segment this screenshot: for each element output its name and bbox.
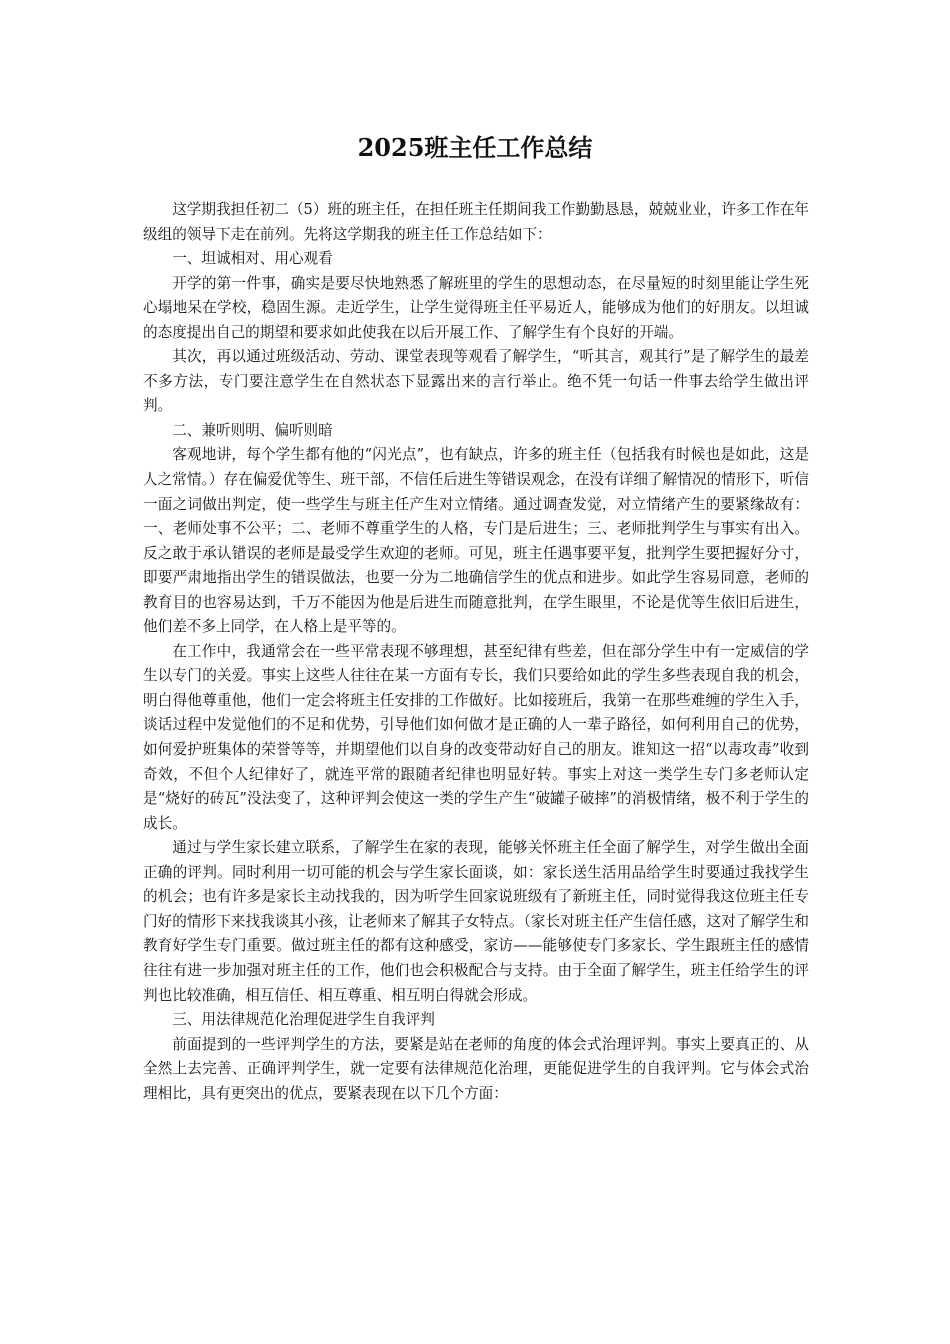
- paragraph: 前面提到的一些评判学生的方法，要紧是站在老师的角度的体会式治理评判。事实上要真正的、从全然上去完善、正确评判学生，就一定要有法律规范化治理，更能促进学生的自我评判。它与体会式治理相比，具有更突出的优点，要紧表现在以下几个方面：: [143, 1035, 809, 1102]
- paragraph: 其次，再以通过班级活动、劳动、课堂表现等观看了解学生，“听其言，观其行”是了解学生的最差不多方法，专门要注意学生在自然状态下显露出来的言行举止。绝不凭一句话一件事去给学生做出评判。: [143, 348, 809, 415]
- paragraph: 客观地讲，每个学生都有他的“闪光点”，也有缺点，许多的班主任（包括我有时候也是如此，这是人之常情。）存在偏爱优等生、班干部，不信任后进生等错误观念，在没有详细了解情况的情形下，听信一面之词做出判定，使一些学生与班主任产生对立情绪。通过调查发觉，对立情绪产生的要紧缘故有：一、老师处事不公平；二、老师不尊重学生的人格，专门是后进生；三、老师批判学生与事实有出入。反之敢于承认错误的老师是最受学生欢迎的老师。可见，班主任遇事要平复，批判学生要把握好分寸，即要严肃地指出学生的错误做法，也要一分为二地确信学生的优点和进步。如此学生容易同意，老师的教育目的也容易达到，千万不能因为他是后进生而随意批判，在学生眼里，不论是优等生依旧后进生，他们差不多上同学，在人格上是平等的。: [143, 446, 809, 636]
- section-heading: 三、用法律规范化治理促进学生自我评判: [172, 1011, 435, 1029]
- document-title: 2025班主任工作总结: [357, 133, 593, 162]
- paragraph: 开学的第一件事，确实是要尽快地熟悉了解班里的学生的思想动态，在尽量短的时刻里能让学生死心塌地呆在学校，稳固生源。走近学生，让学生觉得班主任平易近人，能够成为他们的好朋友。以坦诚的态度提出自己的期望和要求如此使我在以后开展工作、了解学生有个良好的开端。: [143, 274, 809, 341]
- document-body: [143, 198, 809, 1106]
- section-heading: 二、兼听则明、偏听则暗: [172, 421, 333, 439]
- paragraph: 在工作中，我通常会在一些平常表现不够理想，甚至纪律有些差，但在部分学生中有一定威信的学生以专门的关爱。事实上这些人往往在某一方面有专长，我们只要给如此的学生多些表现自我的机会，明白得他尊重他，他们一定会将班主任安排的工作做好。比如接班后，我第一在那些难缠的学生入手，谈话过程中发觉他们的不足和优势，引导他们如何做才是正确的人一辈子路径，如何利用自己的优势，如何爱护班集体的荣誉等等，并期望他们以自身的改变带动好自己的朋友。谁知这一招“以毒攻毒”收到奇效，不但个人纪律好了，就连平常的跟随者纪律也明显好转。事实上对这一类学生专门多老师认定是“烧好的砖瓦”没法变了，这种评判会使这一类的学生产生“破罐子破摔”的消极情绪，极不利于学生的成长。: [143, 642, 809, 832]
- paragraph: 通过与学生家长建立联系，了解学生在家的表现，能够关怀班主任全面了解学生，对学生做出全面正确的评判。同时利用一切可能的机会与学生家长面谈，如：家长送生活用品给学生时要通过我找学生的机会；也有许多是家长主动找我的，因为听学生回家说班级有了新班主任，同时觉得我这位班主任专门好的情形下来找我谈其小孩，让老师来了解其子女特点。（家长对班主任产生信任感，这对了解学生和教育好学生专门重要。做过班主任的都有这种感受，家访——能够使专门多家长、学生跟班主任的感情往往有进一步加强对班主任的工作，他们也会积极配合与支持。由于全面了解学生，班主任给学生的评判也比较准确，相互信任、相互尊重、相互明白得就会形成。: [143, 839, 809, 1004]
- paragraph: 这学期我担任初二（5）班的班主任，在担任班主任期间我工作勤勤恳恳，兢兢业业，许多工作在年级组的领导下走在前列。先将这学期我的班主任工作总结如下：: [143, 201, 810, 243]
- section-heading: 一、坦诚相对、用心观看: [172, 250, 333, 268]
